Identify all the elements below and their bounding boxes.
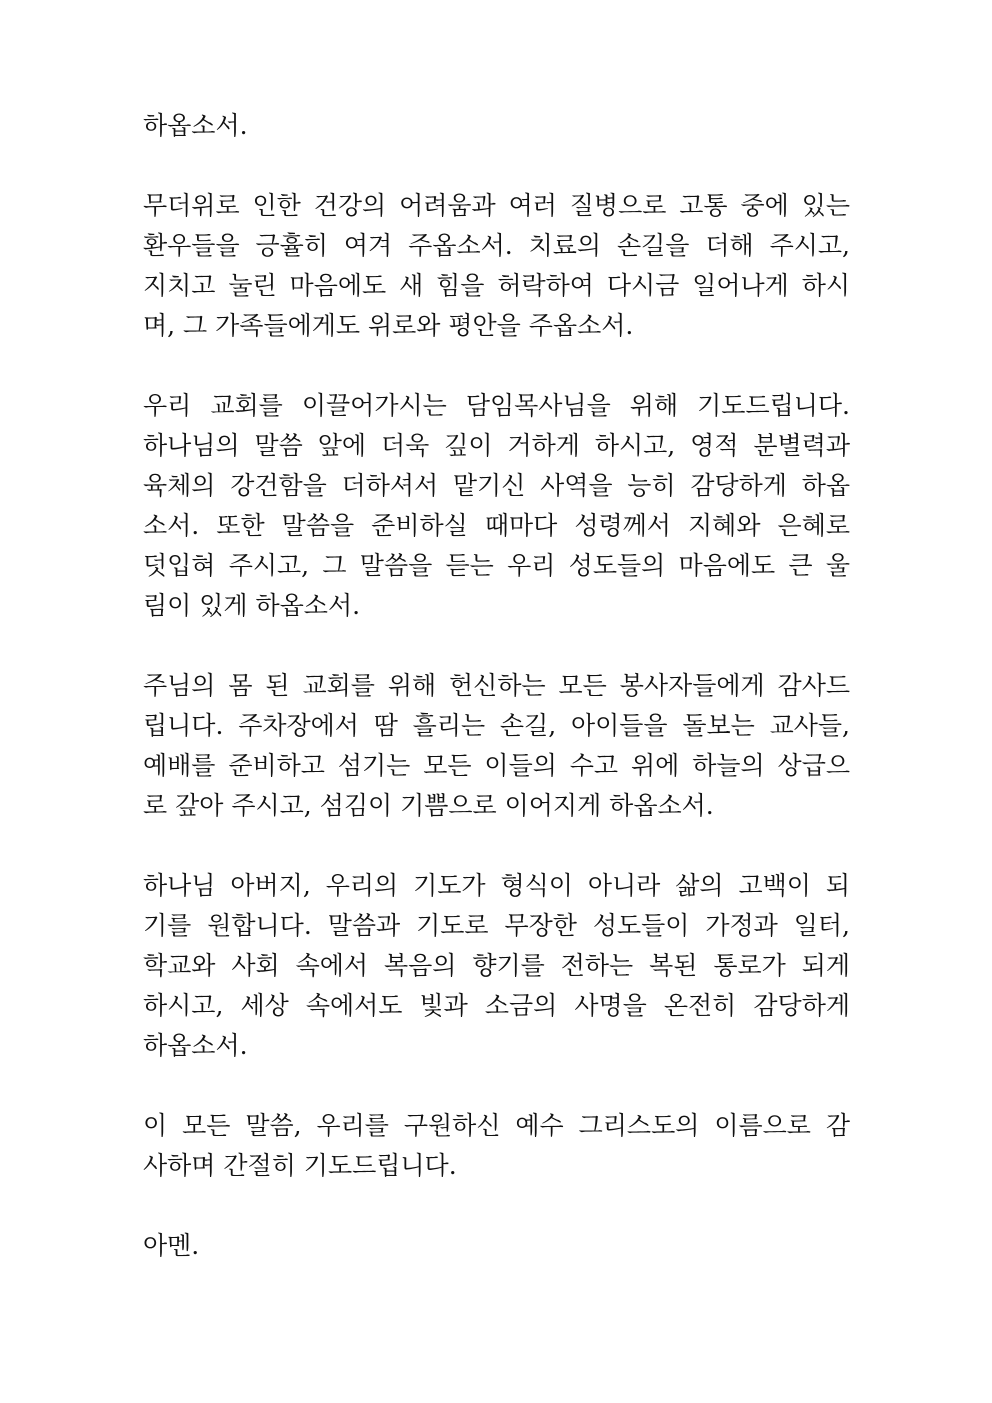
paragraph-gap: [143, 146, 850, 186]
text-line: 환우들을 긍휼히 여겨 주옵소서. 치료의 손길을 더해 주시고,: [143, 231, 850, 260]
paragraph-patients: [143, 186, 850, 346]
text-line: 주님의 몸 된 교회를 위해 헌신하는 모든 봉사자들에게 감사드: [143, 671, 850, 700]
paragraph-gap: [143, 1186, 850, 1226]
paragraph-gap: [143, 1066, 850, 1106]
paragraph-gap: [143, 626, 850, 666]
text-line: 기를 원합니다. 말씀과 기도로 무장한 성도들이 가정과 일터,: [143, 911, 850, 940]
text-line: 육체의 강건함을 더하셔서 맡기신 사역을 능히 감당하게 하옵: [143, 471, 850, 500]
text-line: 로 갚아 주시고, 섬김이 기쁨으로 이어지게 하옵소서.: [143, 791, 714, 820]
text-line: 학교와 사회 속에서 복음의 향기를 전하는 복된 통로가 되게: [143, 951, 850, 980]
text-line: 지치고 눌린 마음에도 새 힘을 허락하여 다시금 일어나게 하시: [143, 271, 850, 300]
text-line: 하시고, 세상 속에서도 빛과 소금의 사명을 온전히 감당하게: [143, 991, 850, 1020]
paragraph-closing-prayer: [143, 1106, 850, 1186]
document-page: [143, 106, 850, 1266]
text-line: 며, 그 가족들에게도 위로와 평안을 주옵소서.: [143, 311, 634, 340]
text-line: 이 모든 말씀, 우리를 구원하신 예수 그리스도의 이름으로 감: [143, 1111, 850, 1140]
text-line: 무더위로 인한 건강의 어려움과 여러 질병으로 고통 중에 있는: [143, 191, 850, 220]
text-line: 아멘.: [143, 1231, 200, 1260]
text-line: 우리 교회를 이끌어가시는 담임목사님을 위해 기도드립니다.: [143, 391, 850, 420]
text-line: 예배를 준비하고 섬기는 모든 이들의 수고 위에 하늘의 상급으: [143, 751, 850, 780]
paragraph-closing-fragment: [143, 106, 850, 146]
text-line: 림이 있게 하옵소서.: [143, 591, 361, 620]
paragraph-witness: [143, 866, 850, 1066]
text-line: 하옵소서.: [143, 111, 248, 140]
text-line: 하옵소서.: [143, 1031, 248, 1060]
text-line: 립니다. 주차장에서 땀 흘리는 손길, 아이들을 돌보는 교사들,: [143, 711, 850, 740]
text-line: 소서. 또한 말씀을 준비하실 때마다 성령께서 지혜와 은혜로: [143, 511, 850, 540]
text-line: 사하며 간절히 기도드립니다.: [143, 1151, 457, 1180]
paragraph-pastor: [143, 386, 850, 626]
text-line: 덧입혀 주시고, 그 말씀을 듣는 우리 성도들의 마음에도 큰 울: [143, 551, 850, 580]
paragraph-volunteers: [143, 666, 850, 826]
text-line: 하나님 아버지, 우리의 기도가 형식이 아니라 삶의 고백이 되: [143, 871, 850, 900]
paragraph-gap: [143, 346, 850, 386]
text-line: 하나님의 말씀 앞에 더욱 깊이 거하게 하시고, 영적 분별력과: [143, 431, 850, 460]
paragraph-amen: [143, 1226, 850, 1266]
paragraph-gap: [143, 826, 850, 866]
